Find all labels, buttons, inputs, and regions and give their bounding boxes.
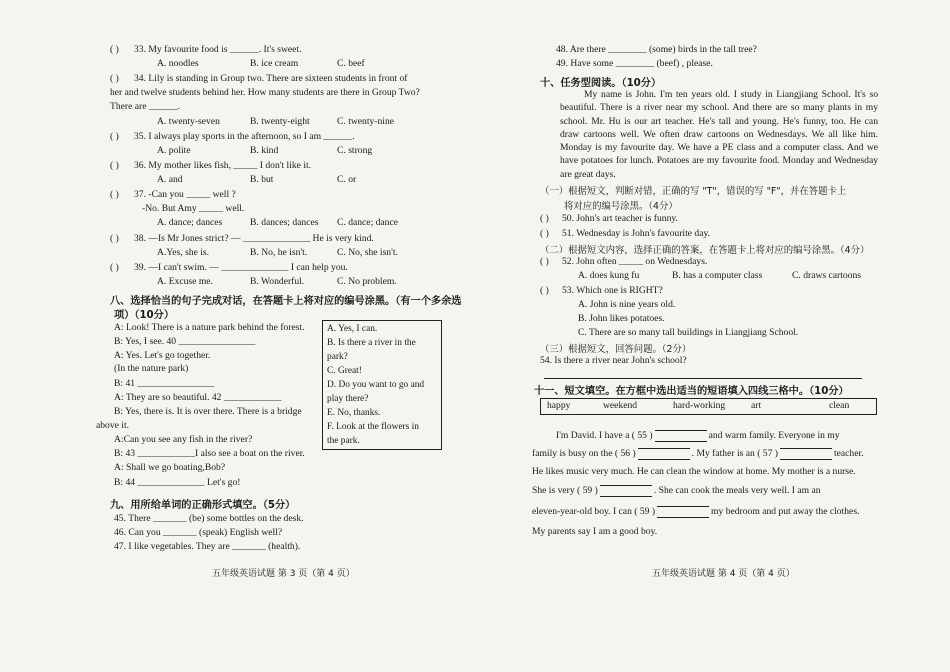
word-bank-box xyxy=(540,398,877,415)
part-2-title: （二）根据短文内容，选择正确的答案，在答题卡上将对应的编号涂黑。（4分） xyxy=(540,245,870,256)
q53-option-c[interactable]: C. There are so many tall buildings in Liangjiang School. xyxy=(578,327,799,338)
q38-option-c[interactable]: C. No, she isn't. xyxy=(337,247,398,258)
fill-line-4 xyxy=(532,485,821,497)
page-3-footer: 五年级英语试题 第 3 页（第 4 页） xyxy=(212,569,355,579)
q53-option-a[interactable]: A. John is nine years old. xyxy=(578,299,676,310)
q52-bracket[interactable]: ( ) xyxy=(540,256,549,267)
q37-line1: 37. -Can you _____ well ? xyxy=(134,189,236,200)
q36-option-c[interactable]: C. or xyxy=(337,174,357,185)
q54-answer-line[interactable] xyxy=(544,378,862,379)
dialog-line-1: A: Look! There is a nature park behind the forest. xyxy=(114,322,305,333)
box-option-c: C. Great! xyxy=(327,366,362,376)
fill-line-4-pre: She is very ( 59 ) xyxy=(532,485,598,497)
box-option-b: B. Is there a river in the xyxy=(327,338,416,348)
box-option-e: E. No, thanks. xyxy=(327,408,381,418)
q33-option-c[interactable]: C. beef xyxy=(337,58,365,69)
q54-text: 54. Is there a river near John's school? xyxy=(540,355,687,366)
dialog-line-7: B: Yes, there is. It is over there. There is a bridge xyxy=(114,406,302,417)
dialog-line-3: A: Yes. Let's go together. xyxy=(114,350,211,361)
fill-line-1-pre: I'm David. I have a ( 55 ) xyxy=(556,430,653,442)
box-option-f: F. Look at the flowers in xyxy=(327,422,419,432)
q36-bracket[interactable]: ( ) xyxy=(110,160,119,171)
dialog-line-11: A: Shall we go boating,Bob? xyxy=(114,462,226,473)
word-weekend: weekend xyxy=(603,400,638,411)
q47-text: 47. I like vegetables. They are _______ (health). xyxy=(114,541,301,552)
q37-line2: -No. But Amy _____ well. xyxy=(142,203,245,214)
q37-option-c[interactable]: C. dance; dance xyxy=(337,217,398,228)
q48-text: 48. Are there ________ (some) birds in the tall tree? xyxy=(556,44,757,55)
box-option-d-cont: play there? xyxy=(327,394,369,404)
fill-line-2-post2: teacher. xyxy=(833,448,864,460)
dialog-line-8: above it. xyxy=(96,420,130,431)
q34-option-b[interactable]: B. twenty-eight xyxy=(250,116,310,127)
fill-line-5-pre: eleven-year-old boy. I can ( 59 ) xyxy=(532,506,656,518)
section-10-title: 十、任务型阅读。（10分） xyxy=(540,78,662,89)
dialog-line-5: B: 41 ________________ xyxy=(114,378,215,389)
q39-text: 39. —I can't swim. — ______________ I can help you. xyxy=(134,262,348,273)
section-11-title: 十一、短文填空。在方框中选出适当的短语填入四线三格中。（10分） xyxy=(534,386,849,397)
fill-line-5 xyxy=(532,506,859,518)
section-9-title: 九、用所给单词的正确形式填空。（5分） xyxy=(110,500,296,511)
part-1-title-cont: 将对应的编号涂黑。（4分） xyxy=(564,201,678,212)
fill-line-6: My parents say I am a good boy. xyxy=(532,526,658,537)
section-8-title-cont: 项）（10分） xyxy=(114,310,175,321)
section-8-title: 八、选择恰当的句子完成对话，在答题卡上将对应的编号涂黑。（有一个多余选 xyxy=(110,296,462,307)
sentence-options-box xyxy=(322,320,442,450)
q34-line3: There are ______. xyxy=(110,101,181,112)
q53-text: 53. Which one is RIGHT? xyxy=(562,285,663,296)
page-4-footer: 五年级英语试题 第 4 页（第 4 页） xyxy=(652,569,795,579)
q36-option-a[interactable]: A. and xyxy=(157,174,183,185)
q38-text: 38. —Is Mr Jones strict? — ______________ He is very kind. xyxy=(134,233,374,244)
q52-option-c[interactable]: C. draws cartoons xyxy=(792,270,862,281)
q51-bracket[interactable]: ( ) xyxy=(540,228,549,239)
q53-bracket[interactable]: ( ) xyxy=(540,285,549,296)
fill-line-5-post: my bedroom and put away the clothes. xyxy=(711,506,860,518)
q45-text: 45. There _______ (be) some bottles on the desk. xyxy=(114,513,304,524)
q34-option-a[interactable]: A. twenty-seven xyxy=(157,116,220,127)
q33-option-a[interactable]: A. noodles xyxy=(157,58,199,69)
q33-option-b[interactable]: B. ice cream xyxy=(250,58,299,69)
q39-option-c[interactable]: C. No problem. xyxy=(337,276,397,287)
q39-option-a[interactable]: A. Excuse me. xyxy=(157,276,213,287)
fill-line-3: He likes music very much. He can clean the window at home. My mother is a nurse. xyxy=(532,466,856,477)
q33-text: 33. My favourite food is ______. It's sweet. xyxy=(134,44,302,55)
q37-option-b[interactable]: B. dances; dances xyxy=(250,217,319,228)
fill-line-1-post: and warm family. Everyone in my xyxy=(708,430,840,442)
blank-55[interactable] xyxy=(655,430,707,442)
q38-bracket[interactable]: ( ) xyxy=(110,233,119,244)
fill-line-4-post: . She can cook the meals very well. I am an xyxy=(653,485,821,497)
q37-option-a[interactable]: A. dance; dances xyxy=(157,217,223,228)
dialog-line-4: (In the nature park) xyxy=(114,363,189,374)
blank-59[interactable] xyxy=(657,506,709,518)
fill-line-2-post: . My father is an ( 57 ) xyxy=(691,448,778,460)
dialog-line-2: B: Yes, I see. 40 ________________ xyxy=(114,336,256,347)
dialog-line-10: B: 43 ____________I also see a boat on the river. xyxy=(114,448,305,459)
q52-option-b[interactable]: B. has a computer class xyxy=(672,270,763,281)
part-3-title: （三）根据短文，回答问题。（2分） xyxy=(540,344,692,355)
q52-text: 52. John often _____ on Wednesdays. xyxy=(562,256,708,267)
reading-passage: My name is John. I'm ten years old. I study in Liangjiang School. It's so beautiful. There is a river near my school. And there are so many plants in my school. Mr. Hu is our art teacher. He's tall and young. He's funny, too. He can draw cartoons well. We often draw cartoons on Wednesdays. We all like him. Monday is my favourite day. We have a PE class and a computer class. And we have potatoes for lunch. Potatoes are my favourite food. Monday and Wednesday are great days. xyxy=(560,89,878,180)
q49-text: 49. Have some ________ (beef) , please. xyxy=(556,58,713,69)
word-clean: clean xyxy=(829,400,850,411)
box-option-f-cont: the park. xyxy=(327,436,360,446)
blank-56[interactable] xyxy=(638,448,690,460)
q39-option-b[interactable]: B. Wonderful. xyxy=(250,276,305,287)
q34-line1: 34. Lily is standing in Group two. There are sixteen students in front of xyxy=(134,73,408,84)
q37-bracket[interactable]: ( ) xyxy=(110,189,119,200)
q33-bracket[interactable]: ( ) xyxy=(110,44,119,55)
q39-bracket[interactable]: ( ) xyxy=(110,262,119,273)
q50-bracket[interactable]: ( ) xyxy=(540,213,549,224)
q52-option-a[interactable]: A. does kung fu xyxy=(578,270,640,281)
fill-line-1 xyxy=(556,430,840,442)
q53-option-b[interactable]: B. John likes potatoes. xyxy=(578,313,665,324)
q35-text: 35. I always play sports in the afternoon, so I am ______. xyxy=(134,131,355,142)
q50-text: 50. John's art teacher is funny. xyxy=(562,213,678,224)
q51-text: 51. Wednesday is John's favourite day. xyxy=(562,228,711,239)
q34-line2: her and twelve students behind her. How many students are there in Group Two? xyxy=(110,87,420,98)
blank-58[interactable] xyxy=(600,485,652,497)
word-hard-working: hard-working xyxy=(673,400,726,411)
q34-option-c[interactable]: C. twenty-nine xyxy=(337,116,395,127)
part-1-title: （一）根据短文，判断对错，正确的写 "T"，错误的写 "F"，并在答题卡上 xyxy=(540,186,847,197)
q35-option-b[interactable]: B. kind xyxy=(250,145,279,156)
box-option-a: A. Yes, I can. xyxy=(327,324,378,334)
box-option-b-cont: park? xyxy=(327,352,348,362)
q46-text: 46. Can you _______ (speak) English well? xyxy=(114,527,283,538)
q36-option-b[interactable]: B. but xyxy=(250,174,274,185)
q35-bracket[interactable]: ( ) xyxy=(110,131,119,142)
q35-option-c[interactable]: C. strong xyxy=(337,145,373,156)
q34-bracket[interactable]: ( ) xyxy=(110,73,119,84)
fill-line-2 xyxy=(532,448,864,460)
q35-option-a[interactable]: A. polite xyxy=(157,145,191,156)
box-option-d: D. Do you want to go and xyxy=(327,380,425,390)
q36-text: 36. My mother likes fish, _____ I don't like it. xyxy=(134,160,312,171)
fill-line-2-pre: family is busy on the ( 56 ) xyxy=(532,448,636,460)
dialog-line-9: A:Can you see any fish in the river? xyxy=(114,434,253,445)
dialog-line-6: A: They are so beautiful. 42 ____________ xyxy=(114,392,282,403)
word-happy: happy xyxy=(547,400,571,411)
q38-option-a[interactable]: A.Yes, she is. xyxy=(157,247,210,258)
dialog-line-12: B: 44 ______________ Let's go! xyxy=(114,477,241,488)
word-art: art xyxy=(751,400,762,411)
q38-option-b[interactable]: B. No, he isn't. xyxy=(250,247,308,258)
blank-57[interactable] xyxy=(780,448,832,460)
